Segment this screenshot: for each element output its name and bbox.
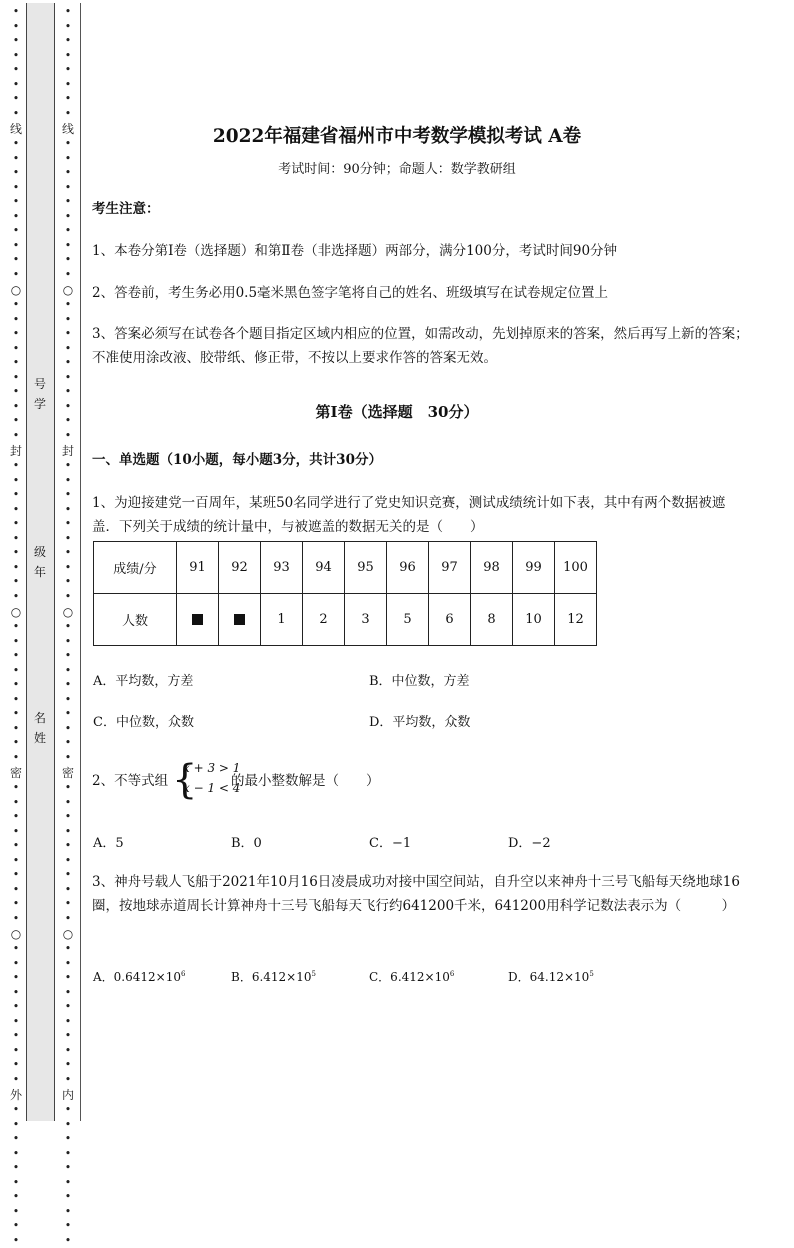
binding-dot: •: [62, 371, 74, 386]
q2-inequality-1: x + 3 > 1: [183, 761, 240, 775]
count-cell-covered: [219, 594, 261, 646]
binding-dot: •: [10, 546, 22, 561]
binding-marker: 内: [62, 1087, 74, 1103]
binding-dot: •: [62, 137, 74, 152]
q1-option-b: B．中位数，方差: [369, 670, 470, 689]
binding-dot: •: [10, 971, 22, 986]
binding-dot: •: [62, 414, 74, 429]
label-hao: 号: [30, 376, 50, 392]
binding-dot: •: [10, 400, 22, 415]
binding-dot: •: [62, 854, 74, 869]
binding-dot: •: [62, 503, 74, 518]
q3-option-d-base: D．64.12×10: [508, 970, 589, 984]
binding-dot: •: [62, 590, 74, 605]
outer-dot-column: [10, 5, 22, 1248]
binding-dot: •: [10, 181, 22, 196]
binding-dot: •: [10, 137, 22, 152]
binding-dot: •: [10, 5, 22, 20]
binding-marker: ○: [62, 604, 74, 620]
binding-dot: •: [10, 897, 22, 912]
q1-option-d: D．平均数，众数: [369, 711, 470, 730]
binding-dot: •: [10, 313, 22, 328]
inner-dot-column: [62, 5, 74, 1248]
q2-option-a: A．5: [93, 832, 124, 851]
q1-stem: 1、为迎接建党一百周年，某班50名同学进行了党史知识竞赛，测试成绩统计如下表，其中有两个数据被遮盖．下列关于成绩的统计量中，与被遮盖的数据无关的是（ ）: [92, 491, 752, 539]
binding-dot: •: [10, 1058, 22, 1073]
binding-dot: •: [10, 342, 22, 357]
binding-dot: •: [10, 298, 22, 313]
binding-dot: •: [62, 429, 74, 444]
binding-dot: •: [62, 342, 74, 357]
binding-dot: •: [62, 195, 74, 210]
score-cell: 97: [429, 542, 471, 594]
binding-dot: •: [62, 986, 74, 1001]
binding-dot: •: [10, 810, 22, 825]
q2-option-b: B．0: [231, 832, 262, 851]
count-cell: 5: [387, 594, 429, 646]
binding-dot: •: [10, 1015, 22, 1030]
count-cell: 10: [513, 594, 555, 646]
binding-marker: 线: [62, 121, 74, 137]
binding-dot: •: [62, 78, 74, 93]
binding-dot: •: [62, 575, 74, 590]
score-row: [94, 542, 597, 594]
binding-dot: •: [10, 1103, 22, 1118]
binding-dot: •: [62, 1058, 74, 1073]
binding-dot: •: [62, 1073, 74, 1088]
binding-dot: •: [10, 986, 22, 1001]
binding-dot: •: [62, 561, 74, 576]
binding-dot: •: [10, 883, 22, 898]
binding-dot: •: [62, 1205, 74, 1220]
binding-dot: •: [62, 327, 74, 342]
q3-option-a-exp: 6: [181, 970, 185, 978]
binding-dot: •: [62, 356, 74, 371]
binding-marker: 外: [10, 1087, 22, 1103]
binding-dot: •: [62, 868, 74, 883]
binding-dot: •: [62, 92, 74, 107]
binding-dot: •: [10, 575, 22, 590]
q3-option-a-base: A．0.6412×10: [93, 970, 181, 984]
binding-dot: •: [10, 1176, 22, 1191]
q3-option-d-exp: 5: [589, 970, 593, 978]
binding-dot: •: [62, 488, 74, 503]
binding-dot: •: [62, 1219, 74, 1234]
binding-dot: •: [10, 371, 22, 386]
notice-heading: 考生注意：: [92, 197, 752, 221]
binding-dot: •: [62, 1190, 74, 1205]
binding-dot: •: [62, 1044, 74, 1059]
binding-dot: •: [62, 678, 74, 693]
binding-dot: •: [62, 5, 74, 20]
q2-stem-prefix: 2、不等式组: [92, 769, 168, 789]
binding-dot: •: [10, 488, 22, 503]
binding-dot: •: [10, 195, 22, 210]
score-cell: 95: [345, 542, 387, 594]
binding-dot: •: [62, 152, 74, 167]
binding-dot: •: [10, 736, 22, 751]
binding-dot: •: [10, 49, 22, 64]
binding-dot: •: [62, 736, 74, 751]
binding-dot: •: [62, 693, 74, 708]
binding-dot: •: [10, 912, 22, 927]
score-cell: 94: [303, 542, 345, 594]
binding-dot: •: [10, 678, 22, 693]
notice-item-1: 1、本卷分第Ⅰ卷（选择题）和第Ⅱ卷（非选择题）两部分，满分100分，考试时间90分钟: [92, 239, 752, 263]
binding-dot: •: [62, 517, 74, 532]
binding-dot: •: [62, 1103, 74, 1118]
binding-dot: •: [62, 620, 74, 635]
q2-stem-suffix: 的最小整数解是（ ）: [231, 769, 380, 789]
q2-option-c: C．−1: [369, 832, 411, 851]
binding-marker: ○: [62, 282, 74, 298]
binding-dot: •: [62, 546, 74, 561]
binding-dot: •: [62, 883, 74, 898]
binding-dot: •: [62, 63, 74, 78]
binding-dot: •: [62, 34, 74, 49]
binding-dot: •: [10, 414, 22, 429]
q3-option-a: [93, 968, 185, 985]
binding-dot: •: [62, 224, 74, 239]
score-cell: 99: [513, 542, 555, 594]
binding-dot: •: [10, 942, 22, 957]
binding-dot: •: [10, 459, 22, 474]
count-cell: 2: [303, 594, 345, 646]
binding-dot: •: [62, 1000, 74, 1015]
q3-option-d: [508, 968, 594, 985]
binding-dot: •: [62, 459, 74, 474]
page-title: 2022年福建省福州市中考数学模拟考试 A卷: [0, 122, 794, 148]
binding-dot: •: [10, 854, 22, 869]
binding-dot: •: [10, 781, 22, 796]
binding-dot: •: [62, 912, 74, 927]
binding-dot: •: [10, 224, 22, 239]
binding-marker: 密: [10, 765, 22, 781]
binding-dot: •: [62, 635, 74, 650]
label-xue: 学: [30, 396, 50, 412]
binding-dot: •: [62, 781, 74, 796]
binding-dot: •: [62, 298, 74, 313]
section-title: 第Ⅰ卷（选择题 30分）: [0, 401, 794, 422]
binding-dot: •: [10, 1147, 22, 1162]
binding-dot: •: [10, 429, 22, 444]
binding-dot: •: [10, 34, 22, 49]
binding-dot: •: [62, 20, 74, 35]
score-cell: 92: [219, 542, 261, 594]
binding-dot: •: [62, 1132, 74, 1147]
binding-dot: •: [10, 63, 22, 78]
binding-dot: •: [62, 1176, 74, 1191]
q2-option-d: D．−2: [508, 832, 551, 851]
binding-dot: •: [10, 474, 22, 489]
q3-stem: 3、神舟号载人飞船于2021年10月16日凌晨成功对接中国空间站，自升空以来神舟十三号飞船每天绕地球16圈，按地球赤道周长计算神舟十三号飞船每天飞行约641200千米，641200用科学记数法表示为（ ）: [92, 870, 752, 918]
binding-dot: •: [10, 620, 22, 635]
binding-dot: •: [10, 166, 22, 181]
q3-option-c-base: C．6.412×10: [369, 970, 450, 984]
count-cell: 12: [555, 594, 597, 646]
binding-dot: •: [10, 839, 22, 854]
covered-square-icon: [234, 614, 245, 625]
binding-dot: •: [10, 503, 22, 518]
binding-dot: •: [10, 664, 22, 679]
binding-dot: •: [10, 1205, 22, 1220]
binding-dot: •: [62, 957, 74, 972]
label-ji: 级: [30, 544, 50, 560]
binding-dot: •: [10, 590, 22, 605]
count-row: [94, 594, 597, 646]
binding-dot: •: [62, 107, 74, 122]
score-cell: 93: [261, 542, 303, 594]
label-xing: 姓: [30, 730, 50, 746]
binding-dot: •: [10, 635, 22, 650]
binding-dot: •: [62, 253, 74, 268]
binding-dot: •: [10, 707, 22, 722]
binding-dot: •: [10, 561, 22, 576]
score-cell: 91: [177, 542, 219, 594]
binding-dot: •: [62, 313, 74, 328]
label-ming: 名: [30, 710, 50, 726]
binding-dot: •: [10, 1234, 22, 1248]
q1-option-c: C．中位数，众数: [93, 711, 194, 730]
count-cell: 1: [261, 594, 303, 646]
binding-dot: •: [62, 897, 74, 912]
part-heading: 一、单选题（10小题，每小题3分，共计30分）: [92, 448, 752, 472]
binding-dot: •: [10, 1219, 22, 1234]
binding-marker: 封: [62, 443, 74, 459]
binding-dot: •: [62, 971, 74, 986]
binding-dot: •: [62, 942, 74, 957]
binding-dot: •: [10, 751, 22, 766]
binding-dot: •: [10, 1073, 22, 1088]
binding-dot: •: [10, 868, 22, 883]
q3-option-b-exp: 5: [312, 970, 316, 978]
binding-dot: •: [62, 181, 74, 196]
binding-dot: •: [10, 1118, 22, 1133]
binding-dot: •: [62, 1118, 74, 1133]
q3-option-c-exp: 6: [450, 970, 454, 978]
binding-dot: •: [10, 1000, 22, 1015]
score-cell: 100: [555, 542, 597, 594]
binding-dot: •: [10, 239, 22, 254]
binding-dot: •: [62, 825, 74, 840]
binding-marker: 封: [10, 443, 22, 459]
binding-dot: •: [62, 751, 74, 766]
binding-dot: •: [10, 649, 22, 664]
score-table: [93, 541, 597, 646]
binding-marker: 密: [62, 765, 74, 781]
score-cell: 96: [387, 542, 429, 594]
binding-dot: •: [62, 707, 74, 722]
binding-dot: •: [10, 796, 22, 811]
q3-option-b: [231, 968, 316, 985]
count-cell: 6: [429, 594, 471, 646]
binding-dot: •: [10, 253, 22, 268]
count-cell-covered: [177, 594, 219, 646]
binding-dot: •: [10, 1029, 22, 1044]
page-subtitle: 考试时间：90分钟；命题人：数学教研组: [0, 158, 794, 177]
binding-dot: •: [62, 649, 74, 664]
binding-marker: ○: [10, 604, 22, 620]
binding-marker: 线: [10, 121, 22, 137]
q3-option-b-base: B．6.412×10: [231, 970, 312, 984]
binding-dot: •: [62, 49, 74, 64]
count-cell: 8: [471, 594, 513, 646]
binding-dot: •: [10, 356, 22, 371]
binding-dot: •: [10, 152, 22, 167]
binding-dot: •: [10, 210, 22, 225]
binding-dot: •: [62, 400, 74, 415]
binding-dot: •: [62, 1029, 74, 1044]
binding-dot: •: [10, 517, 22, 532]
binding-dot: •: [62, 385, 74, 400]
binding-dot: •: [10, 532, 22, 547]
binding-dot: •: [62, 268, 74, 283]
binding-dot: •: [10, 1132, 22, 1147]
binding-marker: ○: [62, 926, 74, 942]
score-cell: 98: [471, 542, 513, 594]
binding-dot: •: [10, 268, 22, 283]
binding-dot: •: [62, 532, 74, 547]
binding-dot: •: [62, 474, 74, 489]
notice-item-3: 3、答案必须写在试卷各个题目指定区域内相应的位置，如需改动，先划掉原来的答案，然后再写上新的答案；不准使用涂改液、胶带纸、修正带，不按以上要求作答的答案无效。: [92, 322, 752, 370]
binding-dot: •: [10, 327, 22, 342]
binding-dot: •: [10, 107, 22, 122]
label-nian: 年: [30, 564, 50, 580]
binding-dot: •: [10, 1190, 22, 1205]
binding-dot: •: [62, 722, 74, 737]
covered-square-icon: [192, 614, 203, 625]
binding-dot: •: [10, 20, 22, 35]
binding-dot: •: [10, 385, 22, 400]
binding-dot: •: [10, 693, 22, 708]
binding-dot: •: [10, 957, 22, 972]
binding-dot: •: [62, 239, 74, 254]
binding-dot: •: [62, 664, 74, 679]
binding-dot: •: [62, 210, 74, 225]
binding-dot: •: [10, 92, 22, 107]
binding-dot: •: [62, 839, 74, 854]
score-header: 成绩/分: [94, 542, 177, 594]
q3-option-c: [369, 968, 454, 985]
binding-dot: •: [62, 1234, 74, 1248]
binding-dot: •: [62, 166, 74, 181]
brace-icon: {: [172, 760, 197, 800]
binding-marker: ○: [10, 926, 22, 942]
binding-dot: •: [62, 1147, 74, 1162]
notice-item-2: 2、答卷前，考生务必用0.5毫米黑色签字笔将自己的姓名、班级填写在试卷规定位置上: [92, 281, 752, 305]
count-header: 人数: [94, 594, 177, 646]
binding-dot: •: [10, 1044, 22, 1059]
binding-dot: •: [62, 1015, 74, 1030]
q2-inequality-2: x − 1 < 4: [183, 781, 240, 795]
binding-dot: •: [10, 78, 22, 93]
binding-dot: •: [62, 1161, 74, 1176]
binding-dot: •: [10, 1161, 22, 1176]
binding-dot: •: [10, 825, 22, 840]
binding-marker: ○: [10, 282, 22, 298]
count-cell: 3: [345, 594, 387, 646]
binding-dot: •: [10, 722, 22, 737]
binding-dot: •: [62, 810, 74, 825]
q1-option-a: A．平均数，方差: [93, 670, 193, 689]
binding-dot: •: [62, 796, 74, 811]
